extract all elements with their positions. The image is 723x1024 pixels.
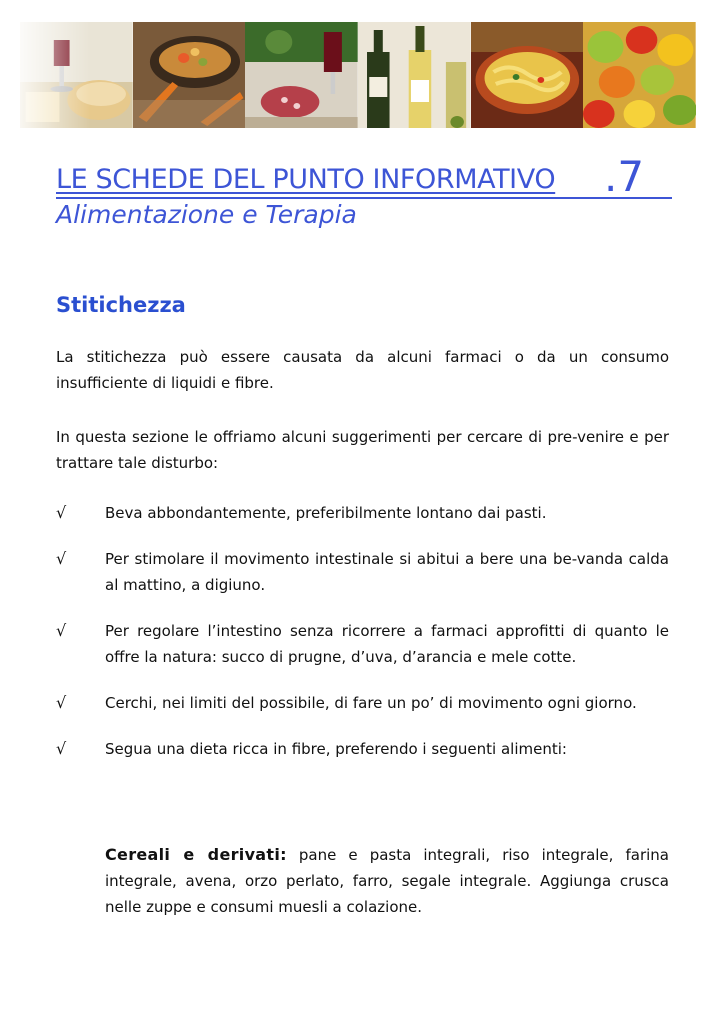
cereals-paragraph: [105, 842, 669, 920]
section-heading: Stitichezza: [56, 293, 186, 317]
list-item-text: Segua una dieta ricca in fibre, preferendo i seguenti alimenti:: [105, 740, 567, 758]
bread-and-wine-photo: [20, 22, 133, 128]
check-icon: √: [56, 693, 67, 712]
header-banner: [20, 22, 696, 128]
suggestions-paragraph: In questa sezione le offriamo alcuni suggerimenti per cercare di pre-venire e per trattare tale disturbo:: [56, 428, 669, 472]
cereals-label: Cereali e derivati:: [105, 845, 287, 864]
check-icon: √: [56, 549, 67, 568]
cereals-text: pane e pasta integrali, riso integrale, farina integrale, avena, orzo perlato, farro, segale integrale. Aggiunga crusca nelle zuppe e consumi muesli a colazione.: [105, 846, 669, 916]
list-item-text: Per stimolare il movimento intestinale si abitui a bere una be-vanda calda al mattino, a digiuno.: [105, 550, 669, 594]
list-item: [56, 500, 669, 526]
check-icon: √: [56, 621, 67, 640]
vegetable-stew-photo: [133, 22, 246, 128]
list-item-text: Cerchi, nei limiti del possibile, di fare un po’ di movimento ogni giorno.: [105, 694, 637, 712]
intro-paragraph: La stitichezza può essere causata da alcuni farmaci o da un consumo insufficiente di liquidi e fibre.: [56, 348, 669, 392]
salami-and-wine-photo: [245, 22, 358, 128]
list-item-text: Per regolare l’intestino senza ricorrere a farmaci approfitti di quanto le offre la natura: succo di prugne, d’uva, d’arancia e mele cotte.: [105, 622, 669, 666]
pasta-dish-photo: [471, 22, 584, 128]
page-title: LE SCHEDE DEL PUNTO INFORMATIVO: [56, 164, 556, 195]
advice-list: [56, 500, 669, 782]
check-icon: √: [56, 503, 67, 522]
check-icon: √: [56, 739, 67, 758]
sheet-number: .7: [604, 152, 645, 201]
list-item: [56, 736, 669, 762]
list-item: [56, 690, 669, 716]
title-rule: [56, 151, 672, 199]
wine-bottles-photo: [358, 22, 471, 128]
list-item: [56, 546, 669, 598]
page-subtitle: Alimentazione e Terapia: [56, 200, 357, 229]
list-item: [56, 618, 669, 670]
list-item-text: Beva abbondantemente, preferibilmente lontano dai pasti.: [105, 504, 547, 522]
fruit-basket-photo: [583, 22, 696, 128]
